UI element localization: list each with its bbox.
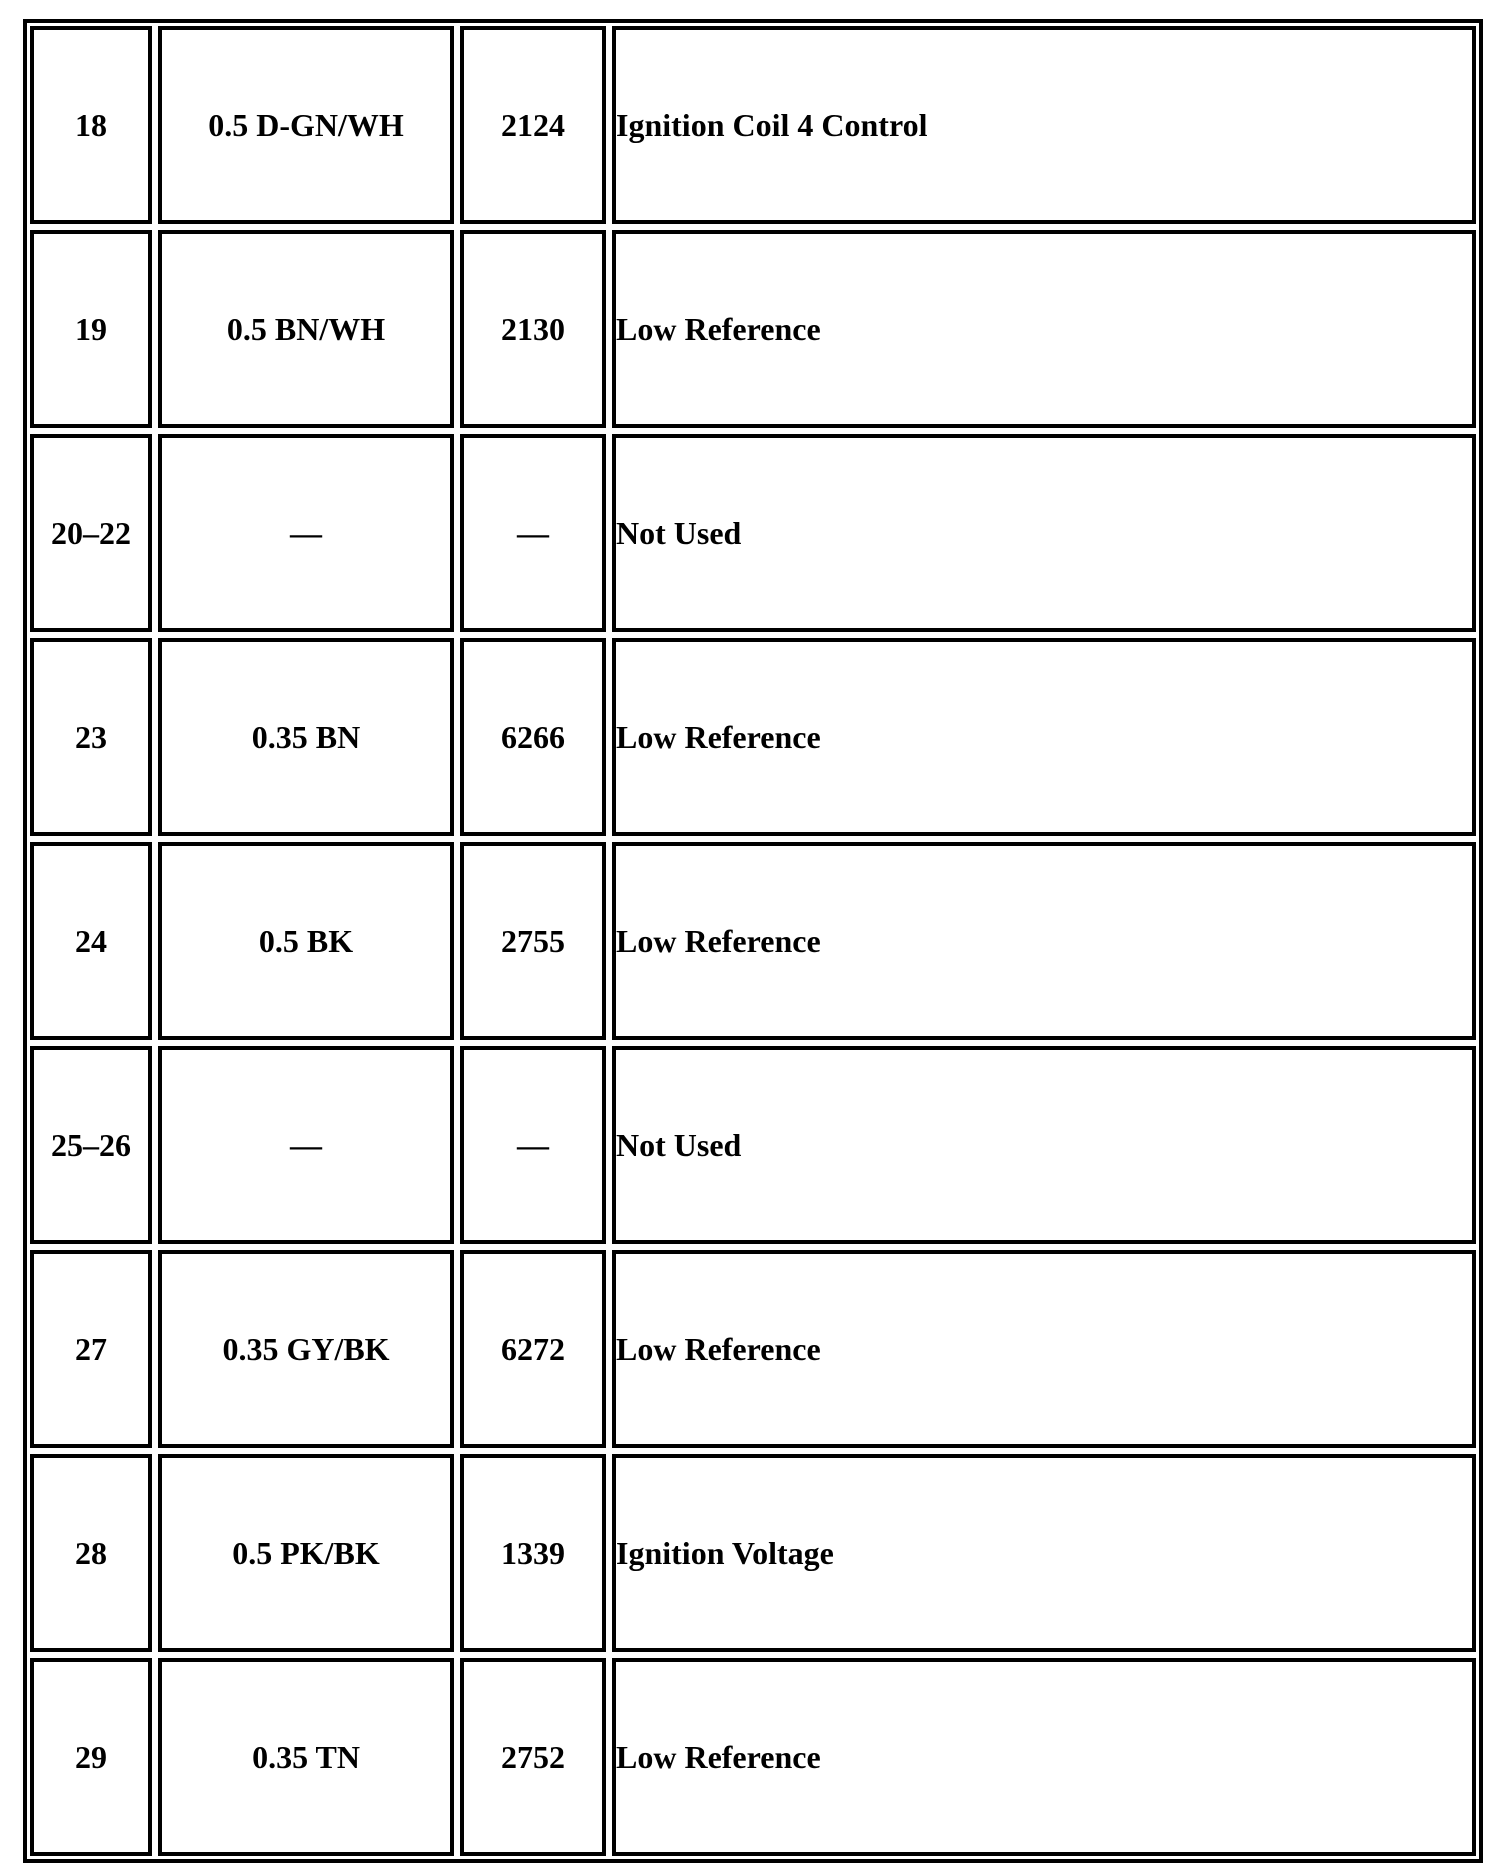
function-cell: Low Reference bbox=[612, 230, 1476, 428]
circuit-cell: — bbox=[460, 1046, 606, 1244]
circuit-cell: 6272 bbox=[460, 1250, 606, 1448]
pinout-table-frame bbox=[23, 19, 1483, 1863]
circuit-cell: — bbox=[460, 434, 606, 632]
circuit-cell: 2124 bbox=[460, 26, 606, 224]
wire-cell: 0.5 PK/BK bbox=[158, 1454, 454, 1652]
wire-cell: 0.35 TN bbox=[158, 1658, 454, 1856]
table-row bbox=[30, 638, 1476, 836]
circuit-cell: 6266 bbox=[460, 638, 606, 836]
function-cell: Not Used bbox=[612, 434, 1476, 632]
pin-cell: 18 bbox=[30, 26, 152, 224]
circuit-cell: 2130 bbox=[460, 230, 606, 428]
circuit-cell: 1339 bbox=[460, 1454, 606, 1652]
pin-cell: 19 bbox=[30, 230, 152, 428]
pin-cell: 28 bbox=[30, 1454, 152, 1652]
function-cell: Low Reference bbox=[612, 842, 1476, 1040]
pin-cell: 27 bbox=[30, 1250, 152, 1448]
wire-cell: 0.5 BN/WH bbox=[158, 230, 454, 428]
wire-cell: 0.35 BN bbox=[158, 638, 454, 836]
table-row bbox=[30, 434, 1476, 632]
circuit-cell: 2755 bbox=[460, 842, 606, 1040]
function-cell: Low Reference bbox=[612, 1658, 1476, 1856]
circuit-cell: 2752 bbox=[460, 1658, 606, 1856]
wire-cell: 0.5 D-GN/WH bbox=[158, 26, 454, 224]
function-cell: Ignition Voltage bbox=[612, 1454, 1476, 1652]
wire-cell: 0.5 BK bbox=[158, 842, 454, 1040]
pin-cell: 24 bbox=[30, 842, 152, 1040]
function-cell: Low Reference bbox=[612, 638, 1476, 836]
function-cell: Ignition Coil 4 Control bbox=[612, 26, 1476, 224]
wire-cell: 0.35 GY/BK bbox=[158, 1250, 454, 1448]
pin-cell: 23 bbox=[30, 638, 152, 836]
function-cell: Not Used bbox=[612, 1046, 1476, 1244]
table-row bbox=[30, 842, 1476, 1040]
table-row bbox=[30, 1454, 1476, 1652]
wire-cell: — bbox=[158, 434, 454, 632]
table-row bbox=[30, 1250, 1476, 1448]
table-row bbox=[30, 1046, 1476, 1244]
pin-cell: 25–26 bbox=[30, 1046, 152, 1244]
connector-pinout-table bbox=[24, 20, 1482, 1862]
pin-cell: 29 bbox=[30, 1658, 152, 1856]
table-row bbox=[30, 26, 1476, 224]
table-row bbox=[30, 1658, 1476, 1856]
wire-cell: — bbox=[158, 1046, 454, 1244]
function-cell: Low Reference bbox=[612, 1250, 1476, 1448]
pin-cell: 20–22 bbox=[30, 434, 152, 632]
table-row bbox=[30, 230, 1476, 428]
